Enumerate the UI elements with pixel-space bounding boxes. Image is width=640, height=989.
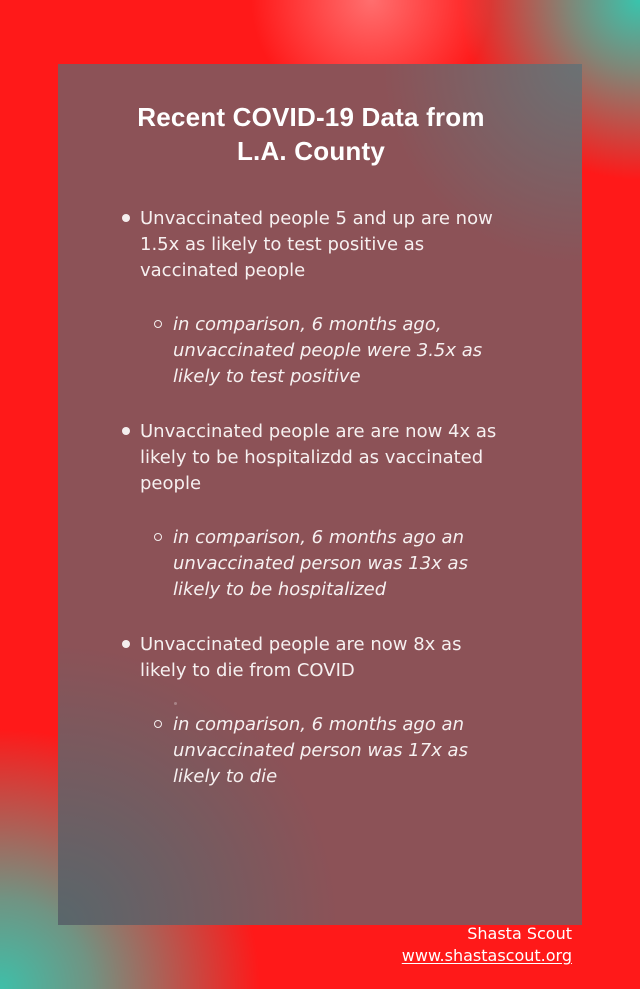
page-title [112, 100, 510, 168]
item-3-line-1: Unvaccinated people are now 8x as [140, 634, 462, 655]
item-1-line-2: 1.5x as likely to test positive as [140, 234, 425, 255]
title-line-1: Recent COVID-19 Data from [137, 102, 485, 133]
item-2-sub-line-1: in comparison, 6 months ago an [173, 527, 464, 548]
item-3-sub-line-2: unvaccinated person was 17x as [173, 740, 468, 761]
item-2-sub-line-2: unvaccinated person was 13x as [173, 553, 468, 574]
item-2-line-2: likely to be hospitalizdd as vaccinated [140, 447, 484, 468]
item-1-sub-line-1: in comparison, 6 months ago, [173, 314, 442, 335]
item-1-sub-line-3: likely to test positive [173, 366, 361, 387]
item-3-comparison [173, 712, 513, 790]
footer [402, 923, 572, 967]
footer-brand: Shasta Scout [467, 924, 572, 943]
item-2-comparison [173, 525, 513, 603]
sub-bullet-icon [154, 320, 162, 328]
item-3-sub-line-3: likely to die [173, 766, 278, 787]
item-1-comparison [173, 312, 513, 390]
decorative-dot [174, 702, 177, 705]
item-1-line-1: Unvaccinated people 5 and up are now [140, 208, 493, 229]
sub-bullet-icon [154, 720, 162, 728]
item-1-line-3: vaccinated people [140, 260, 306, 281]
item-2-sub-line-3: likely to be hospitalized [173, 579, 387, 600]
item-2-line-1: Unvaccinated people are are now 4x as [140, 421, 497, 442]
title-line-2: L.A. County [236, 136, 386, 167]
item-1-sub-line-2: unvaccinated people were 3.5x as [173, 340, 483, 361]
item-1-text [140, 206, 530, 284]
sub-bullet-icon [154, 533, 162, 541]
item-3-sub-line-1: in comparison, 6 months ago an [173, 714, 464, 735]
bullet-icon [122, 427, 130, 435]
footer-link[interactable]: www.shastascout.org [401, 946, 572, 965]
item-3-line-2: likely to die from COVID [140, 660, 355, 681]
item-2-line-3: people [140, 473, 202, 494]
bullet-icon [122, 214, 130, 222]
bullet-icon [122, 640, 130, 648]
item-3-text [140, 632, 530, 684]
item-2-text [140, 419, 530, 497]
